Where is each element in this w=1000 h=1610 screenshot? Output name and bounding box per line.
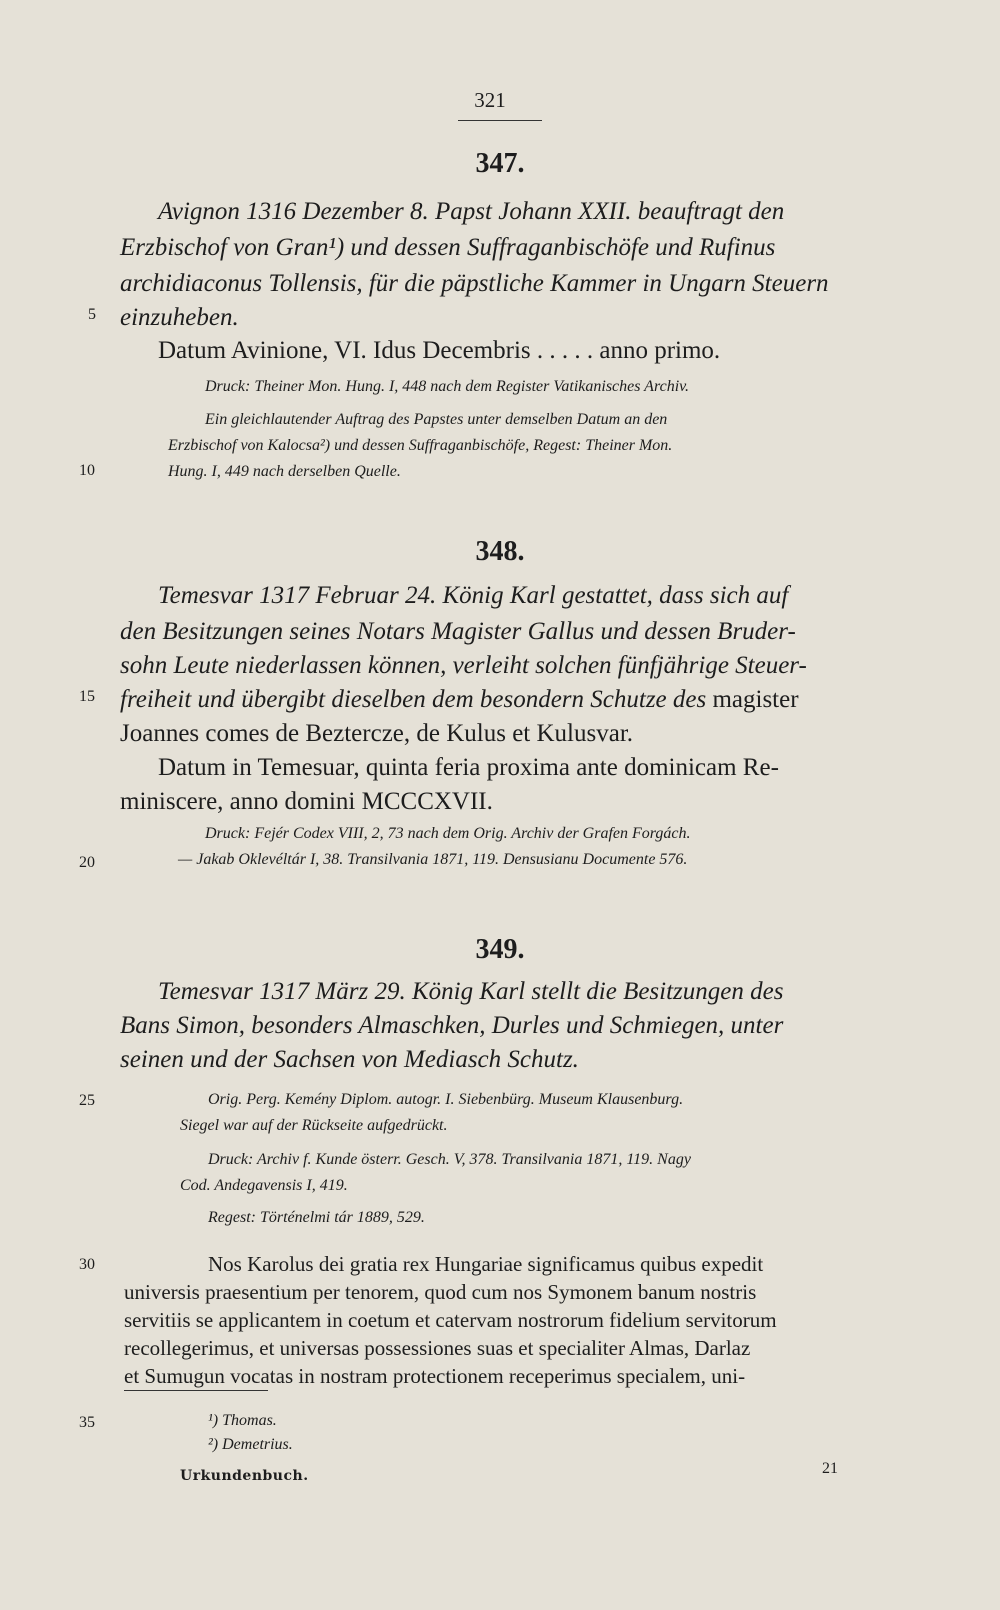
print-note: Cod. Andegavensis I, 419. — [180, 1177, 348, 1194]
remark-note: Erzbischof von Kalocsa²) und dessen Suffraganbischöfe, Regest: Theiner Mon. — [168, 437, 673, 454]
margin-line-number: 25 — [79, 1092, 95, 1109]
margin-line-number: 35 — [79, 1414, 95, 1431]
entry-heading-line: sohn Leute niederlassen können, verleiht solchen fünfjährige Steuer- — [120, 652, 807, 679]
margin-line-number: 20 — [79, 854, 95, 871]
entry-heading-line — [120, 684, 799, 716]
print-note: Druck: Archiv f. Kunde österr. Gesch. V, 378. Transilvania 1871, 119. Nagy — [208, 1151, 691, 1168]
charter-text-line: servitiis se applicantem in coetum et catervam nostrorum fidelium servitorum — [124, 1308, 777, 1332]
date-line: Datum in Temesuar, quinta feria proxima ante dominicam Re- — [158, 754, 779, 781]
entry-heading-line: einzuheben. — [120, 304, 239, 331]
print-note: — Jakab Oklevéltár I, 38. Transilvania 1871, 119. Densusianu Documente 576. — [178, 851, 688, 868]
footnote: ¹) Thomas. — [208, 1412, 277, 1429]
entry-heading-line: Bans Simon, besonders Almaschken, Durles und Schmiegen, unter — [120, 1012, 784, 1039]
remark-note: Ein gleichlautender Auftrag des Papstes unter demselben Datum an den — [205, 411, 668, 428]
entry-heading-line: Temesvar 1317 Februar 24. König Karl gestattet, dass sich auf — [158, 582, 789, 609]
margin-line-number: 10 — [79, 462, 95, 479]
margin-line-number: 5 — [88, 306, 96, 323]
page-number-rule — [458, 120, 542, 121]
date-line: Datum Avinione, VI. Idus Decembris . . . . . anno primo. — [158, 337, 721, 364]
charter-text-line: universis praesentium per tenorem, quod cum nos Symonem banum nostris — [124, 1280, 757, 1304]
signature: Urkundenbuch. — [180, 1468, 309, 1484]
footnote-rule — [124, 1390, 268, 1391]
sheet-number: 21 — [822, 1460, 838, 1477]
entry-number: 349. — [475, 934, 525, 965]
footnote: ²) Demetrius. — [208, 1436, 293, 1453]
heading-italic-part: freiheit und übergibt dieselben dem besondern Schutze des — [120, 686, 707, 713]
entry-heading-line: Erzbischof von Gran¹) und dessen Suffraganbischöfe und Rufinus — [120, 234, 776, 261]
remark-note: Hung. I, 449 nach derselben Quelle. — [168, 463, 401, 480]
page-number: 321 — [474, 88, 506, 112]
entry-heading-line: seinen und der Sachsen von Mediasch Schutz. — [120, 1046, 579, 1073]
entry-heading-line: archidiaconus Tollensis, für die päpstliche Kammer in Ungarn Steuern — [120, 270, 829, 297]
print-note: Druck: Theiner Mon. Hung. I, 448 nach dem Register Vatikanisches Archiv. — [205, 378, 690, 395]
date-line: miniscere, anno domini MCCCXVII. — [120, 788, 493, 815]
entry-heading-line: Temesvar 1317 März 29. König Karl stellt die Besitzungen des — [158, 978, 784, 1005]
charter-text-line: Nos Karolus dei gratia rex Hungariae significamus quibus expedit — [208, 1252, 764, 1276]
charter-text-line: recollegerimus, et universas possessiones suas et specialiter Almas, Darlaz — [124, 1336, 751, 1360]
regest-text-line: Joannes comes de Beztercze, de Kulus et Kulusvar. — [120, 720, 634, 747]
original-note: Siegel war auf der Rückseite aufgedrückt. — [180, 1117, 448, 1134]
print-note: Druck: Fejér Codex VIII, 2, 73 nach dem Orig. Archiv der Grafen Forgách. — [205, 825, 691, 842]
margin-line-number: 15 — [79, 688, 95, 705]
entry-number: 348. — [475, 536, 525, 567]
original-note: Orig. Perg. Kemény Diplom. autogr. I. Siebenbürg. Museum Klausenburg. — [208, 1091, 684, 1108]
margin-line-number: 30 — [79, 1256, 95, 1273]
heading-roman-part: magister — [706, 686, 799, 713]
entry-heading-line: Avignon 1316 Dezember 8. Papst Johann XXII. beauftragt den — [158, 198, 785, 225]
regest-note: Regest: Történelmi tár 1889, 529. — [208, 1209, 425, 1226]
entry-heading-line: den Besitzungen seines Notars Magister Gallus und dessen Bruder- — [120, 618, 796, 645]
charter-text-line: et Sumugun vocatas in nostram protectionem receperimus specialem, uni- — [124, 1364, 746, 1388]
entry-number: 347. — [475, 148, 525, 179]
